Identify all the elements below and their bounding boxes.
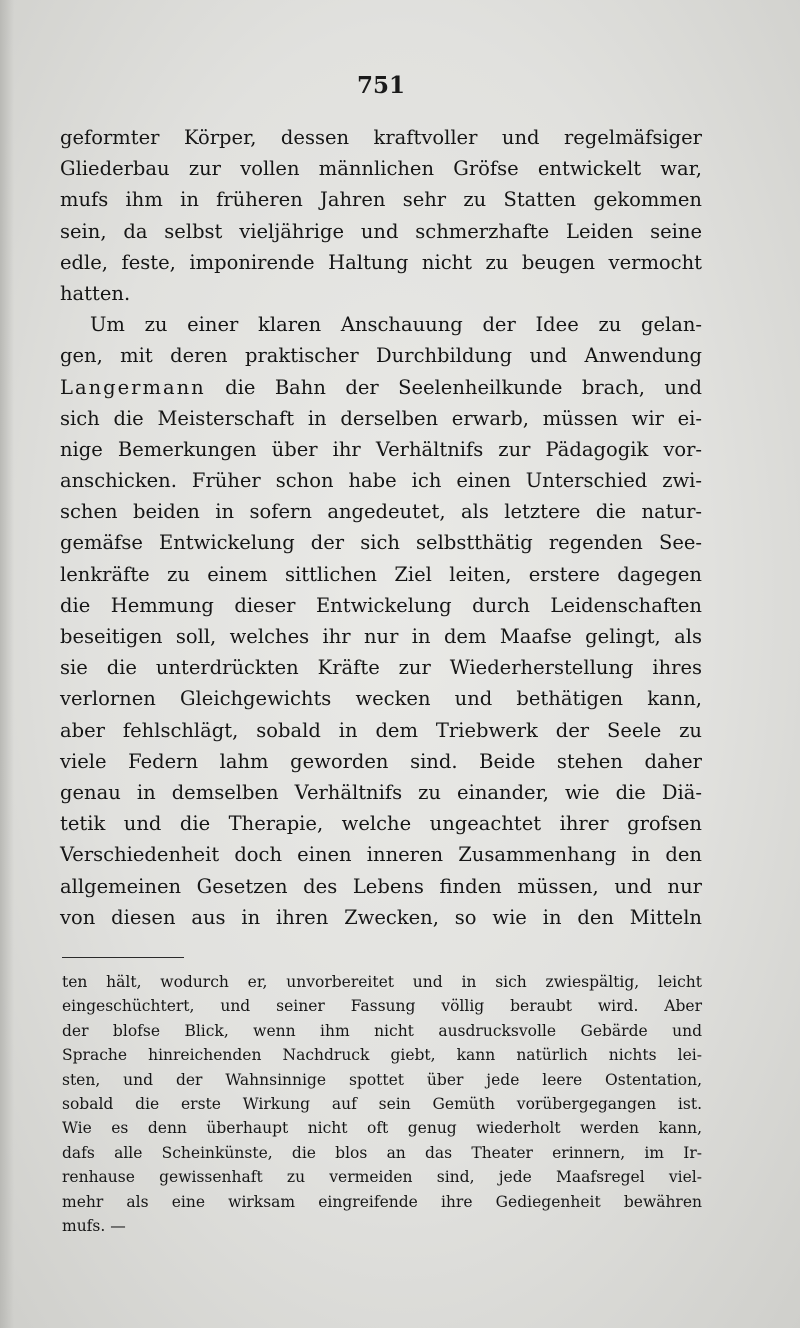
text-line: Verschiedenheit doch einen inneren Zusammenhang in den — [60, 843, 702, 867]
footnote-block — [62, 970, 702, 1238]
spaced-name: Langermann — [60, 375, 206, 399]
text-line: mufs ihm in früheren Jahren sehr zu Statten gekommen — [60, 188, 702, 212]
text-line: lenkräfte zu einem sittlichen Ziel leiten, erstere dagegen — [60, 562, 702, 586]
text-line: sich die Meisterschaft in derselben erwarb, müssen wir ei- — [60, 406, 702, 430]
footnote-line: ten hält, wodurch er, unvorbereitet und in sich zwiespältig, leicht — [62, 973, 702, 991]
text-line-with-name — [60, 372, 702, 403]
text-line: beseitigen soll, welches ihr nur in dem Maafse gelingt, als — [60, 625, 702, 648]
page-number: 751 — [356, 72, 405, 99]
text-line: schen beiden in sofern angedeutet, als letztere die natur- — [60, 500, 702, 524]
text-line: Um zu einer klaren Anschauung der Idee zu gelan- — [90, 313, 702, 337]
text-line: geformter Körper, dessen kraftvoller und regelmäfsiger — [60, 126, 702, 149]
text-line: anschicken. Früher schon habe ich einen Unterschied zwi- — [60, 469, 702, 493]
text-line: sie die unterdrückten Kräfte zur Wiederherstellung ihres — [60, 656, 702, 680]
text-line: nige Bemerkungen über ihr Verhältnifs zur Pädagogik vor- — [60, 437, 702, 461]
text-line: gemäfse Entwickelung der sich selbstthätig regenden See- — [60, 531, 702, 555]
text-line: gen, mit deren praktischer Durchbildung und Anwendung — [60, 344, 702, 368]
footnote-line: eingeschüchtert, und seiner Fassung völlig beraubt wird. Aber — [62, 997, 702, 1016]
text-line: verlornen Gleichgewichts wecken und bethätigen kann, — [60, 687, 702, 711]
main-text-block — [60, 122, 702, 933]
footnote-line: sten, und der Wahnsinnige spottet über jede leere Ostentation, — [62, 1070, 702, 1089]
text-line: genau in demselben Verhältnifs zu einander, wie die Diä- — [60, 780, 702, 804]
text-line: die Hemmung dieser Entwickelung durch Leidenschaften — [60, 593, 702, 617]
footnote-line: Sprache hinreichenden Nachdruck giebt, kann natürlich nichts lei- — [62, 1046, 702, 1065]
footnote-line: der blofse Blick, wenn ihm nicht ausdrucksvolle Gebärde und — [62, 1021, 702, 1040]
text-line: von diesen aus in ihren Zwecken, so wie in den Mitteln — [60, 905, 702, 929]
footnote-line: sobald die erste Wirkung auf sein Gemüth vorübergegangen ist. — [62, 1094, 702, 1113]
footnote-line: renhause gewissenhaft zu vermeiden sind, jede Maafsregel viel- — [62, 1168, 702, 1187]
text-line: sein, da selbst vieljährige und schmerzhafte Leiden seine — [60, 219, 702, 243]
text-line: edle, feste, imponirende Haltung nicht zu beugen vermocht — [60, 250, 702, 274]
text-line: aber fehlschlägt, sobald in dem Triebwerk der Seele zu — [60, 718, 702, 742]
text-line-rest: die Bahn der Seelenheilkunde brach, und — [225, 375, 702, 399]
footnote-line: mehr als eine wirksam eingreifende ihre Gediegenheit bewähren — [62, 1192, 702, 1211]
text-line: viele Federn lahm geworden sind. Beide stehen daher — [60, 749, 702, 773]
footnote-line: Wie es denn überhaupt nicht oft genug wiederholt werden kann, — [62, 1119, 702, 1138]
text-line: hatten. — [60, 281, 131, 305]
footnote-separator-rule — [62, 957, 184, 958]
text-line: allgemeinen Gesetzen des Lebens finden müssen, und nur — [60, 874, 702, 898]
text-line: Gliederbau zur vollen männlichen Gröfse entwickelt war, — [60, 157, 702, 181]
text-line: tetik und die Therapie, welche ungeachtet ihrer grofsen — [60, 812, 702, 836]
footnote-line: dafs alle Scheinkünste, die blos an das Theater erinnern, im Ir- — [62, 1143, 702, 1162]
footnote-line: mufs. — — [62, 1216, 126, 1235]
page-edge-shadow — [0, 0, 14, 1328]
